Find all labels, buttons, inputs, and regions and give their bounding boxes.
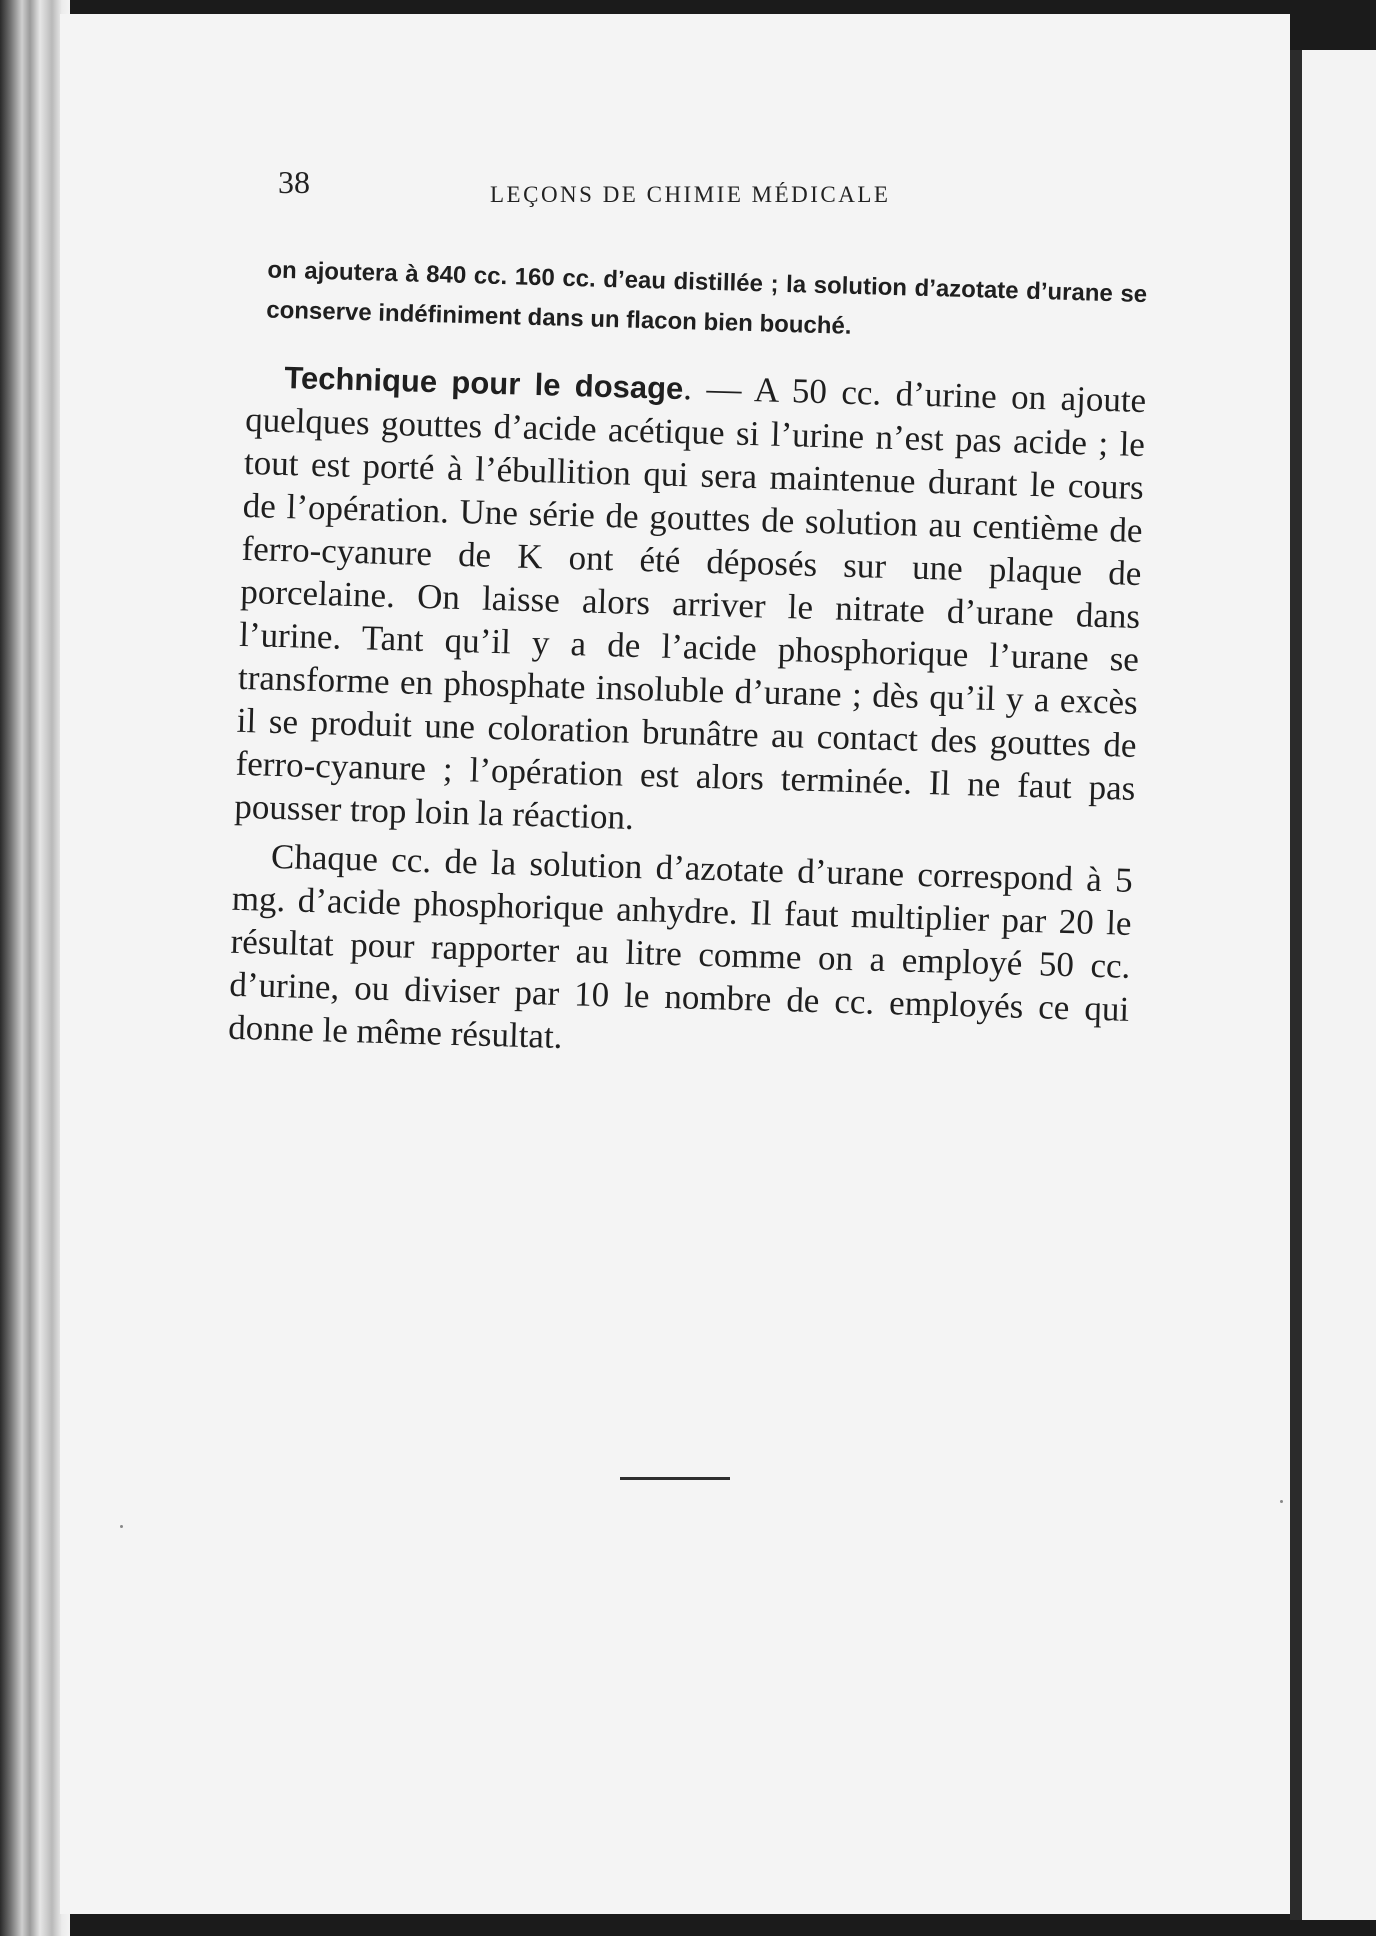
next-page-edge [1290,50,1376,1920]
conversion-paragraph: Chaque cc. de la solution d’azotate d’urane correspond à 5 mg. d’acide phosphorique anhydre. Il faut multiplier par 20 le résultat pour rapporter au litre comme on a employé 50 cc. d’urine, ou diviser par 10 le nombre de cc. employés ce qui donne le même résultat. [227,836,1134,1057]
page-number: 38 [278,164,310,200]
book-title: LEÇONS DE CHIMIE MÉDICALE [490,182,891,207]
technique-paragraph-text: . — A 50 cc. d’urine on ajoute quelques gouttes d’acide acétique si l’urine n’est pas acide ; le tout est porté à l’ébullition qui sera maintenue durant le cours de l’opération. Une série de gouttes de solution au centième de ferro-cyanure de K ont été déposés sur une plaque de porcelaine. On laisse alors arriver le nitrate d’urane dans l’urine. Tant qu’il y a de l’acide phosphorique l’urane se transforme en phosphate insoluble d’urane ; dès qu’il y a excès il se produit une coloration brunâtre au contact des gouttes de ferro-cyanure ; l’opération est alors terminée. Il ne faut pas pousser trop loin la réaction. [233,368,1147,837]
end-rule [620,1477,730,1480]
text-block [228,250,1150,1074]
paper-speck [1280,1500,1283,1503]
running-head [278,158,978,218]
section-heading: Technique pour le dosage [283,360,684,407]
paper-speck [120,1525,123,1528]
technique-paragraph [234,354,1147,853]
continuation-paragraph: on ajoutera à 840 cc. 160 cc. d’eau distillée ; la solution d’azotate d’urane se conserve indéfiniment dans un flacon bien bouché. [265,256,1148,340]
